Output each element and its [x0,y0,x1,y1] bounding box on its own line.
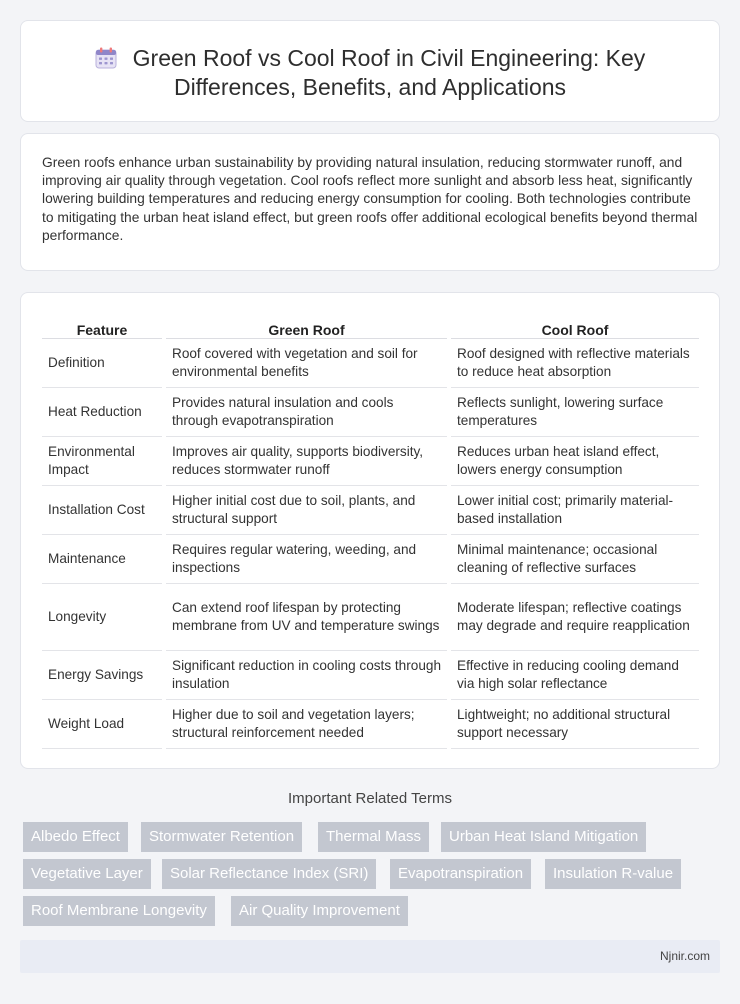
green-roof-cell: Can extend roof lifespan by protecting membrane from UV and temperature swings [164,583,449,650]
title-card [20,20,720,122]
header-feature: Feature [42,316,164,338]
feature-cell: Heat Reduction [42,387,164,436]
table-row [42,534,699,583]
cool-roof-cell: Reflects sunlight, lowering surface temperatures [449,387,699,436]
intro-paragraph: Green roofs enhance urban sustainability by providing natural insulation, reducing stormwater runoff, and improving air quality through vegetation. Cool roofs reflect more sunlight and absorb less heat, significantly lowering building temperatures and reducing energy consumption for cooling. Both technologies contribute to mitigating the urban heat island effect, but green roofs offer additional ecological benefits beyond thermal performance. [42,155,698,243]
intro-card [20,133,720,271]
tag-air-quality-improvement[interactable]: Air Quality Improvement [231,896,408,926]
green-roof-cell: Significant reduction in cooling costs through insulation [164,650,449,699]
feature-cell: Definition [42,338,164,387]
related-terms-heading: Important Related Terms [288,790,452,807]
green-roof-cell: Improves air quality, supports biodiversity, reduces stormwater runoff [164,436,449,485]
cool-roof-cell: Moderate lifespan; reflective coatings may degrade and require reapplication [449,583,699,650]
cool-roof-cell: Lightweight; no additional structural support necessary [449,699,699,748]
table-header-row [42,316,699,338]
table-row [42,485,699,534]
feature-cell: Environmental Impact [42,436,164,485]
table-row [42,436,699,485]
table-row [42,583,699,650]
table-row [42,387,699,436]
tag-roof-membrane-longevity[interactable]: Roof Membrane Longevity [23,896,215,926]
page-title [61,44,679,102]
cool-roof-cell: Effective in reducing cooling demand via high solar reflectance [449,650,699,699]
feature-cell: Energy Savings [42,650,164,699]
tag-insulation-r-value[interactable]: Insulation R-value [545,859,681,889]
cool-roof-cell: Minimal maintenance; occasional cleaning of reflective surfaces [449,534,699,583]
green-roof-cell: Provides natural insulation and cools through evapotranspiration [164,387,449,436]
green-roof-cell: Higher due to soil and vegetation layers; structural reinforcement needed [164,699,449,748]
tag-stormwater-retention[interactable]: Stormwater Retention [141,822,302,852]
page-title-text: Green Roof vs Cool Roof in Civil Engineering: Key Differences, Benefits, and Applications [132,45,646,100]
tag-thermal-mass[interactable]: Thermal Mass [318,822,429,852]
feature-cell: Installation Cost [42,485,164,534]
tag-vegetative-layer[interactable]: Vegetative Layer [23,859,151,889]
tag-albedo-effect[interactable]: Albedo Effect [23,822,128,852]
cool-roof-cell: Reduces urban heat island effect, lowers energy consumption [449,436,699,485]
tag-evapotranspiration[interactable]: Evapotranspiration [390,859,531,889]
cool-roof-cell: Lower initial cost; primarily material-based installation [449,485,699,534]
green-roof-cell: Higher initial cost due to soil, plants, and structural support [164,485,449,534]
table-row [42,338,699,387]
feature-cell: Maintenance [42,534,164,583]
header-cool-roof: Cool Roof [449,316,699,338]
table-row [42,699,699,748]
green-roof-cell: Requires regular watering, weeding, and inspections [164,534,449,583]
tag-urban-heat-island-mitigation[interactable]: Urban Heat Island Mitigation [441,822,646,852]
green-roof-cell: Roof covered with vegetation and soil for environmental benefits [164,338,449,387]
tag-solar-reflectance-index[interactable]: Solar Reflectance Index (SRI) [162,859,376,889]
feature-cell: Weight Load [42,699,164,748]
comparison-table [42,316,699,749]
header-green-roof: Green Roof [164,316,449,338]
comparison-card [20,292,720,769]
table-row [42,650,699,699]
footer [20,940,720,973]
cool-roof-cell: Roof designed with reflective materials to reduce heat absorption [449,338,699,387]
feature-cell: Longevity [42,583,164,650]
calendar-icon [95,47,117,69]
footer-site-link[interactable]: Njnir.com [659,949,710,963]
